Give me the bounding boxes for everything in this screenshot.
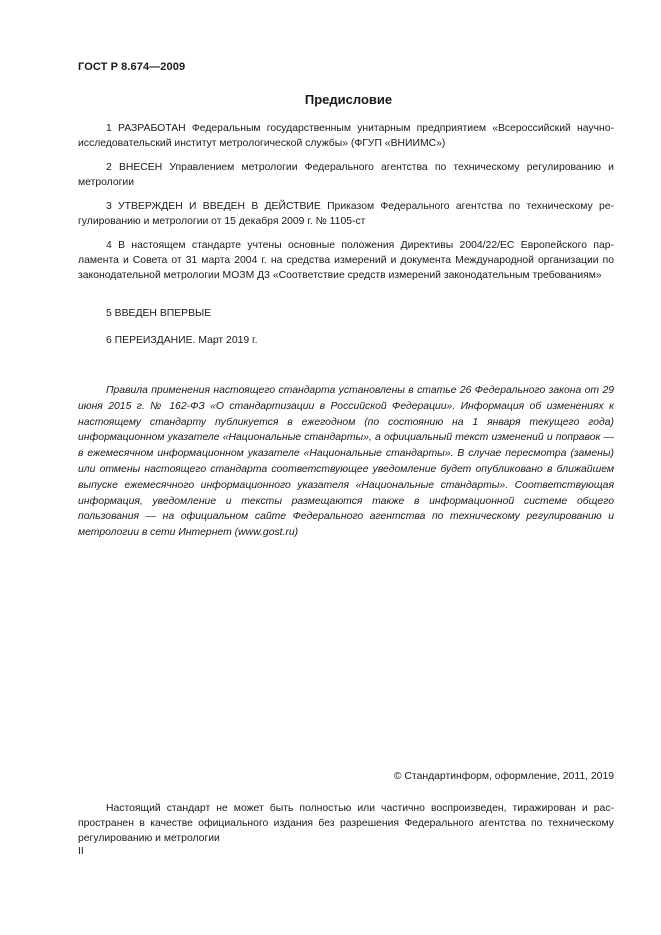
standard-application-notice: Правила применения настоящего стандарта установлены в статье 26 Федерального закона от 29 июня 2015 г. № 162-ФЗ «О стандартизации в Российской Федерации». Информация об изменениях к настоящему стандарту публикуется в ежегодном (по состоянию на 1 января текущего года) информационном указателе «Национальные стандарты», а официальный текст изменений и поправок — в ежемесячном информационном указателе «Национальные стандарты». В случае пересмотра (замены) или отмены настоящего стандарта соответствующее уведомление будет опубликовано в ближайшем выпуске ежемесячного информационного указателя «Национальные стандарты». Соответствующая информация, уведомление и тексты размещаются также в информационной системе общего пользования — на официальном сайте Федерального агентства по техническому регулированию и метрологии в сети Интернет (www.gost.ru) xyxy=(78,385,614,539)
document-code: ГОСТ Р 8.674—2009 xyxy=(78,61,186,73)
foreword-item-2: 2 ВНЕСЕН Управлением метрологии Федерального агентства по техническому регулированию и метрологии xyxy=(78,162,614,189)
page-number: II xyxy=(78,846,84,857)
foreword-item-4: 4 В настоящем стандарте учтены основные положения Директивы 2004/22/ЕС Европейского парламента и Совета от 31 марта 2004 г. на средства измерений и документа Международной организации по законодательной метрологии МОЗМ Д3 «Соответствие средств измерений законодательным требованиям» xyxy=(78,240,614,282)
section-title: Предисловие xyxy=(304,92,393,107)
copyright-line: © Стандартинформ, оформление, 2011, 2019 xyxy=(393,771,614,782)
reproduction-notice: Настоящий стандарт не может быть полностью или частично воспроизведен, тиражирован и распространен в качестве официального издания без разрешения Федерального агентства по техническому регулированию и метрологии xyxy=(78,803,614,844)
foreword-item-6: 6 ПЕРЕИЗДАНИЕ. Март 2019 г. xyxy=(106,335,258,346)
foreword-item-5: 5 ВВЕДЕН ВПЕРВЫЕ xyxy=(106,308,212,319)
foreword-item-3: 3 УТВЕРЖДЕН И ВВЕДЕН В ДЕЙСТВИЕ Приказом Федерального агентства по техническому регулированию и метрологии от 15 декабря 2009 г. № 1105-ст xyxy=(78,201,614,228)
foreword-item-1: 1 РАЗРАБОТАН Федеральным государственным унитарным предприятием «Всероссийский научно-исследовательский институт метрологической службы» (ФГУП «ВНИИМС») xyxy=(78,123,614,150)
